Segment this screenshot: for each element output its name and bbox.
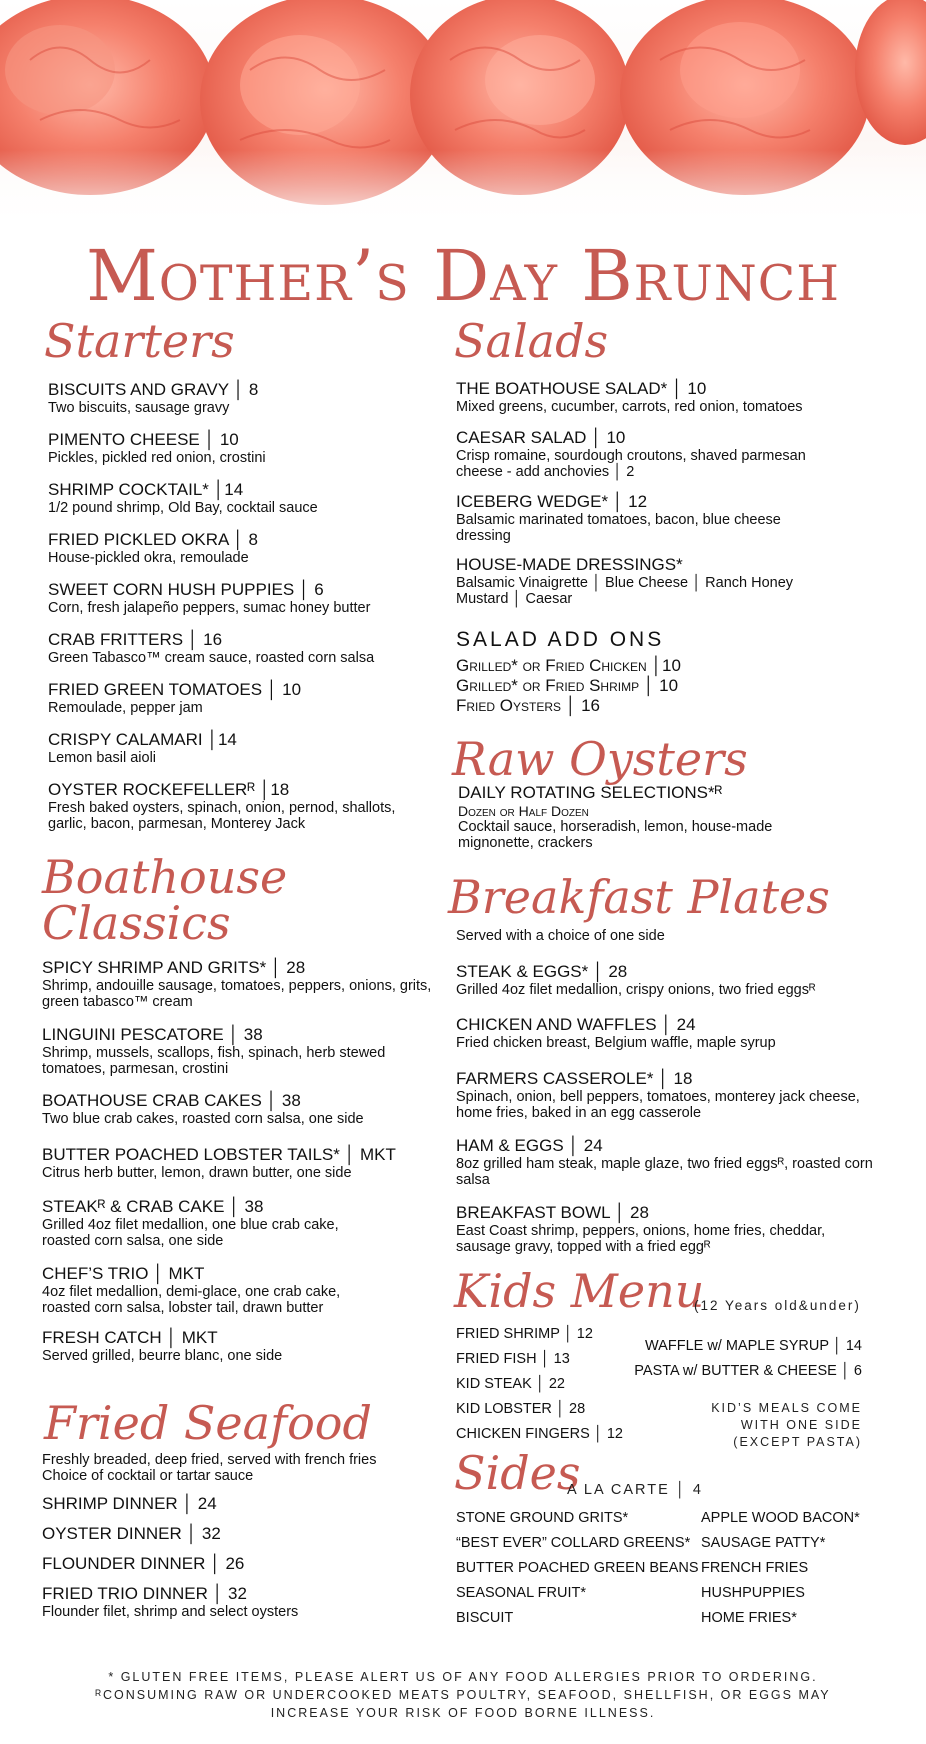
kids-item: FRIED FISH │ 13 — [456, 1351, 570, 1367]
kids-right-list — [632, 1338, 862, 1380]
page-title: Mother’s Day Brunch — [86, 235, 840, 317]
sides-heading: Sides — [454, 1446, 581, 1500]
item-desc: Green Tabasco™ cream sauce, roasted corn salsa — [48, 650, 375, 666]
item-desc: Mixed greens, cucumber, carrots, red onion, tomatoes — [456, 399, 803, 415]
menu-item — [456, 492, 826, 544]
menu-item — [456, 428, 856, 480]
kids-age-note: (12 Years old&under) — [694, 1298, 861, 1313]
item-desc: East Coast shrimp, peppers, onions, home fries, cheddar, sausage gravy, topped with a fried eggᴿ — [456, 1223, 826, 1255]
kids-note-line: (EXCEPT PASTA) — [733, 1435, 862, 1449]
addon-item: Grilled* or Fried Shrimp │ 10 — [456, 676, 679, 695]
item-name: STEAK & EGGS* │ 28 — [456, 962, 628, 981]
item-name: PIMENTO CHEESE │ 10 — [48, 430, 239, 449]
item-desc: Balsamic marinated tomatoes, bacon, blue cheese dressing — [456, 512, 781, 544]
item-name: BISCUITS AND GRAVY │ 8 — [48, 380, 259, 399]
item-desc: Balsamic Vinaigrette │ Blue Cheese │ Ranch Honey Mustard │ Caesar — [456, 575, 794, 607]
item-name: CRAB FRITTERS │ 16 — [48, 630, 223, 649]
item-name: OYSTER ROCKEFELLERᴿ │18 — [48, 780, 290, 799]
item-desc: Fresh baked oysters, spinach, onion, pernod, shallots, garlic, bacon, parmesan, Monterey Jack — [48, 800, 396, 832]
salad-addons-list — [456, 656, 681, 716]
item-name: DAILY ROTATING SELECTIONS*ᴿ — [458, 783, 723, 802]
item-name: LINGUINI PESCATORE │ 38 — [42, 1025, 263, 1044]
item-desc: Pickles, pickled red onion, crostini — [48, 450, 266, 466]
kids-left-list — [456, 1326, 623, 1443]
kids-item: CHICKEN FINGERS │ 12 — [456, 1426, 623, 1442]
menu-item — [42, 1494, 217, 1514]
item-name: SHRIMP DINNER │ 24 — [42, 1494, 217, 1513]
item-desc: 8oz grilled ham steak, maple glaze, two fried eggsᴿ, roasted corn salsa — [456, 1156, 873, 1188]
menu-item — [456, 1069, 896, 1121]
item-name: FRIED GREEN TOMATOES │ 10 — [48, 680, 302, 699]
menu-item — [42, 1554, 244, 1574]
salad-addons-heading: SALAD ADD ONS — [456, 628, 665, 651]
menu-item — [456, 1015, 876, 1051]
salads-heading: Salads — [454, 314, 609, 368]
item-name: HAM & EGGS │ 24 — [456, 1136, 603, 1155]
item-desc: Remoulade, pepper jam — [48, 700, 203, 716]
kids-item: KID LOBSTER │ 28 — [456, 1401, 586, 1417]
allergy-disclaimer — [0, 1668, 926, 1722]
menu-item — [48, 430, 266, 466]
menu-item — [42, 958, 432, 1010]
item-name: SPICY SHRIMP AND GRITS* │ 28 — [42, 958, 306, 977]
menu-item — [456, 962, 876, 998]
menu-item — [48, 480, 318, 516]
menu-item — [42, 1091, 432, 1127]
classics-heading-line2: Classics — [42, 896, 231, 950]
item-desc: Crisp romaine, sourdough croutons, shaved parmesan cheese - add anchovies │ 2 — [456, 448, 806, 480]
menu-item — [48, 580, 370, 616]
item-name: CHICKEN AND WAFFLES │ 24 — [456, 1015, 696, 1034]
item-name: STEAKᴿ & CRAB CAKE │ 38 — [42, 1197, 264, 1216]
breakfast-heading: Breakfast Plates — [448, 870, 830, 924]
item-name: FRESH CATCH │ MKT — [42, 1328, 218, 1347]
hero-carnations-image — [0, 0, 926, 230]
menu-item — [42, 1584, 298, 1620]
fried-intro-line1: Freshly breaded, deep fried, served with french fries — [42, 1452, 377, 1468]
item-name: SWEET CORN HUSH PUPPIES │ 6 — [48, 580, 324, 599]
side-item: SAUSAGE PATTY* — [701, 1535, 826, 1551]
menu-item — [456, 1136, 876, 1188]
item-name: FRIED TRIO DINNER │ 32 — [42, 1584, 247, 1603]
kids-item: PASTA w/ BUTTER & CHEESE │ 6 — [634, 1363, 862, 1379]
menu-item — [48, 730, 237, 766]
classics-heading-line1: Boathouse — [42, 850, 288, 904]
side-item: STONE GROUND GRITS* — [456, 1510, 629, 1526]
menu-item — [456, 1203, 876, 1255]
item-name: CAESAR SALAD │ 10 — [456, 428, 626, 447]
item-desc: Shrimp, andouille sausage, tomatoes, peppers, onions, grits, green tabasco™ cream — [42, 978, 432, 1010]
item-name: HOUSE-MADE DRESSINGS* — [456, 555, 683, 574]
item-desc: Lemon basil aioli — [48, 750, 157, 766]
menu-item — [42, 1025, 432, 1077]
item-name: OYSTER DINNER │ 32 — [42, 1524, 221, 1543]
item-desc: 4oz filet medallion, demi-glace, one crab cake, roasted corn salsa, lobster tail, drawn butter — [42, 1284, 341, 1316]
sides-price-note: A LA CARTE │ 4 — [567, 1482, 703, 1498]
carnation-flowers-illustration — [0, 0, 926, 230]
item-name: SHRIMP COCKTAIL* │14 — [48, 480, 244, 499]
item-desc: House-pickled okra, remoulade — [48, 550, 249, 566]
item-desc: Shrimp, mussels, scallops, fish, spinach, herb stewed tomatoes, parmesan, crostini — [42, 1045, 386, 1077]
addon-item: Fried Oysters │ 16 — [456, 696, 600, 715]
item-desc: Spinach, onion, bell peppers, tomatoes, monterey jack cheese, home fries, baked in an egg casserole — [456, 1089, 860, 1121]
menu-item — [456, 555, 806, 607]
menu-item — [48, 780, 398, 832]
side-item: SEASONAL FRUIT* — [456, 1585, 586, 1601]
side-item: BUTTER POACHED GREEN BEANS — [456, 1560, 699, 1576]
item-desc: Fried chicken breast, Belgium waffle, maple syrup — [456, 1035, 776, 1051]
sides-right-list — [701, 1510, 860, 1627]
menu-item — [42, 1264, 372, 1316]
item-desc: Two blue crab cakes, roasted corn salsa, one side — [42, 1111, 364, 1127]
item-desc: Grilled 4oz filet medallion, crispy onions, two fried eggsᴿ — [456, 982, 816, 998]
item-name: BUTTER POACHED LOBSTER TAILS* │ MKT — [42, 1145, 396, 1164]
item-name: THE BOATHOUSE SALAD* │ 10 — [456, 379, 707, 398]
item-desc: Served grilled, beurre blanc, one side — [42, 1348, 283, 1364]
menu-item — [48, 380, 258, 416]
footer-line: ᴿCONSUMING RAW OR UNDERCOOKED MEATS POULTRY, SEAFOOD, SHELLFISH, OR EGGS MAY — [95, 1688, 831, 1702]
kids-item: WAFFLE w/ MAPLE SYRUP │ 14 — [645, 1338, 862, 1354]
fried-seafood-heading: Fried Seafood — [44, 1396, 372, 1450]
item-sub: Dozen or Half Dozen — [458, 803, 589, 819]
sides-left-list — [456, 1510, 699, 1627]
kids-menu-heading: Kids Menu — [454, 1264, 705, 1318]
addon-item: Grilled* or Fried Chicken │10 — [456, 656, 681, 675]
item-desc: Citrus herb butter, lemon, drawn butter, one side — [42, 1165, 352, 1181]
breakfast-intro — [456, 928, 665, 944]
side-item: BISCUIT — [456, 1610, 514, 1626]
kids-note-line: KID’S MEALS COME — [711, 1401, 862, 1415]
item-name: FARMERS CASSEROLE* │ 18 — [456, 1069, 693, 1088]
item-desc: Corn, fresh jalapeño peppers, sumac honey butter — [48, 600, 371, 616]
item-name: FRIED PICKLED OKRA │ 8 — [48, 530, 258, 549]
side-item: “BEST EVER” COLLARD GREENS* — [456, 1535, 691, 1551]
kids-item: FRIED SHRIMP │ 12 — [456, 1326, 593, 1342]
fried-intro-line2: Choice of cocktail or tartar sauce — [42, 1468, 254, 1484]
menu-item — [42, 1328, 282, 1364]
item-name: CHEF’S TRIO │ MKT — [42, 1264, 205, 1283]
menu-item — [456, 379, 856, 415]
side-item: APPLE WOOD BACON* — [701, 1510, 860, 1526]
item-desc: Two biscuits, sausage gravy — [48, 400, 230, 416]
item-name: BOATHOUSE CRAB CAKES │ 38 — [42, 1091, 301, 1110]
item-desc: Grilled 4oz filet medallion, one blue crab cake, roasted corn salsa, one side — [42, 1217, 339, 1249]
breakfast-intro-text: Served with a choice of one side — [456, 928, 665, 944]
item-name: CRISPY CALAMARI │14 — [48, 730, 237, 749]
footer-line: * GLUTEN FREE ITEMS, PLEASE ALERT US OF ANY FOOD ALLERGIES PRIOR TO ORDERING. — [108, 1670, 818, 1684]
item-name: FLOUNDER DINNER │ 26 — [42, 1554, 245, 1573]
side-item: FRENCH FRIES — [701, 1560, 809, 1576]
menu-item — [48, 630, 374, 666]
item-desc: 1/2 pound shrimp, Old Bay, cocktail sauce — [48, 500, 318, 516]
menu-item — [42, 1145, 432, 1181]
menu-item — [458, 783, 838, 851]
footer-line: INCREASE YOUR RISK OF FOOD BORNE ILLNESS. — [270, 1706, 656, 1720]
item-name: BREAKFAST BOWL │ 28 — [456, 1203, 649, 1222]
item-desc: Flounder filet, shrimp and select oysters — [42, 1604, 299, 1620]
menu-item — [42, 1197, 372, 1249]
item-desc: Cocktail sauce, horseradish, lemon, house-made mignonette, crackers — [458, 819, 773, 851]
item-name: ICEBERG WEDGE* │ 12 — [456, 492, 648, 511]
menu-item — [48, 530, 258, 566]
raw-oysters-heading: Raw Oysters — [452, 732, 748, 786]
kids-item: KID STEAK │ 22 — [456, 1376, 565, 1392]
kids-sides-note — [682, 1400, 862, 1451]
menu-item — [48, 680, 301, 716]
side-item: HOME FRIES* — [701, 1610, 797, 1626]
menu-item — [42, 1524, 221, 1544]
side-item: HUSHPUPPIES — [701, 1585, 805, 1601]
starters-heading: Starters — [44, 314, 235, 368]
kids-note-line: WITH ONE SIDE — [740, 1418, 862, 1432]
fried-intro — [42, 1452, 376, 1484]
